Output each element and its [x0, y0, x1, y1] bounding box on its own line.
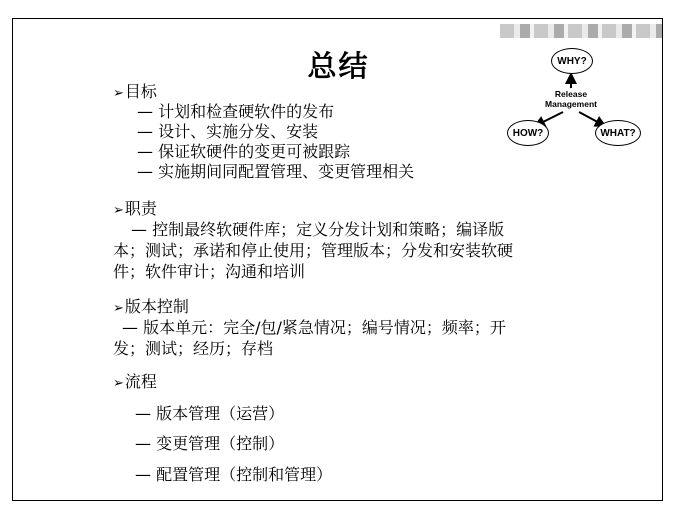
process-heading-text: 流程	[124, 372, 157, 391]
bullet-icon: ➢	[113, 376, 124, 391]
release-management-label	[539, 89, 603, 109]
process-item: — 变更管理（控制）	[135, 434, 285, 453]
how-label: HOW?	[512, 127, 544, 139]
goal-heading-text: 目标	[124, 82, 157, 101]
how-node	[507, 120, 549, 146]
release-text: Release	[554, 89, 588, 99]
bullet-icon: ➢	[113, 301, 124, 316]
release-management-diagram	[505, 40, 645, 150]
what-label: WHAT?	[600, 127, 636, 139]
why-label: WHY?	[557, 55, 587, 67]
duty-heading	[113, 199, 157, 221]
slide-title: 总结	[307, 49, 370, 83]
goal-heading	[113, 82, 157, 104]
duty-heading-text: 职责	[124, 199, 157, 218]
version-heading-text: 版本控制	[124, 297, 189, 316]
process-item: — 配置管理（控制和管理）	[135, 465, 333, 484]
duty-line: — 控制最终软硬件库；定义分发计划和策略；编译版	[131, 220, 505, 239]
version-line: — 版本单元：完全/包/紧急情况；编号情况；频率；开	[122, 318, 506, 337]
version-heading	[113, 297, 189, 319]
duty-line: 件；软件审计；沟通和培训	[113, 262, 306, 281]
goal-item: — 设计、实施分发、安装	[137, 122, 319, 141]
what-node	[595, 120, 641, 146]
management-text: Management	[545, 99, 597, 109]
bullet-icon: ➢	[113, 203, 124, 218]
duty-line: 本；测试；承诺和停止使用；管理版本；分发和安装软硬	[113, 241, 514, 260]
process-item: — 版本管理（运营）	[135, 404, 285, 423]
goal-item: — 计划和检查硬软件的发布	[137, 102, 335, 121]
watermark-strip	[500, 24, 662, 38]
why-node	[551, 48, 593, 74]
goal-item: — 实施期间同配置管理、变更管理相关	[137, 162, 415, 181]
version-line: 发；测试；经历；存档	[113, 339, 274, 358]
goal-item: — 保证软硬件的变更可被跟踪	[137, 142, 351, 161]
bullet-icon: ➢	[113, 86, 124, 101]
process-heading	[113, 372, 157, 394]
